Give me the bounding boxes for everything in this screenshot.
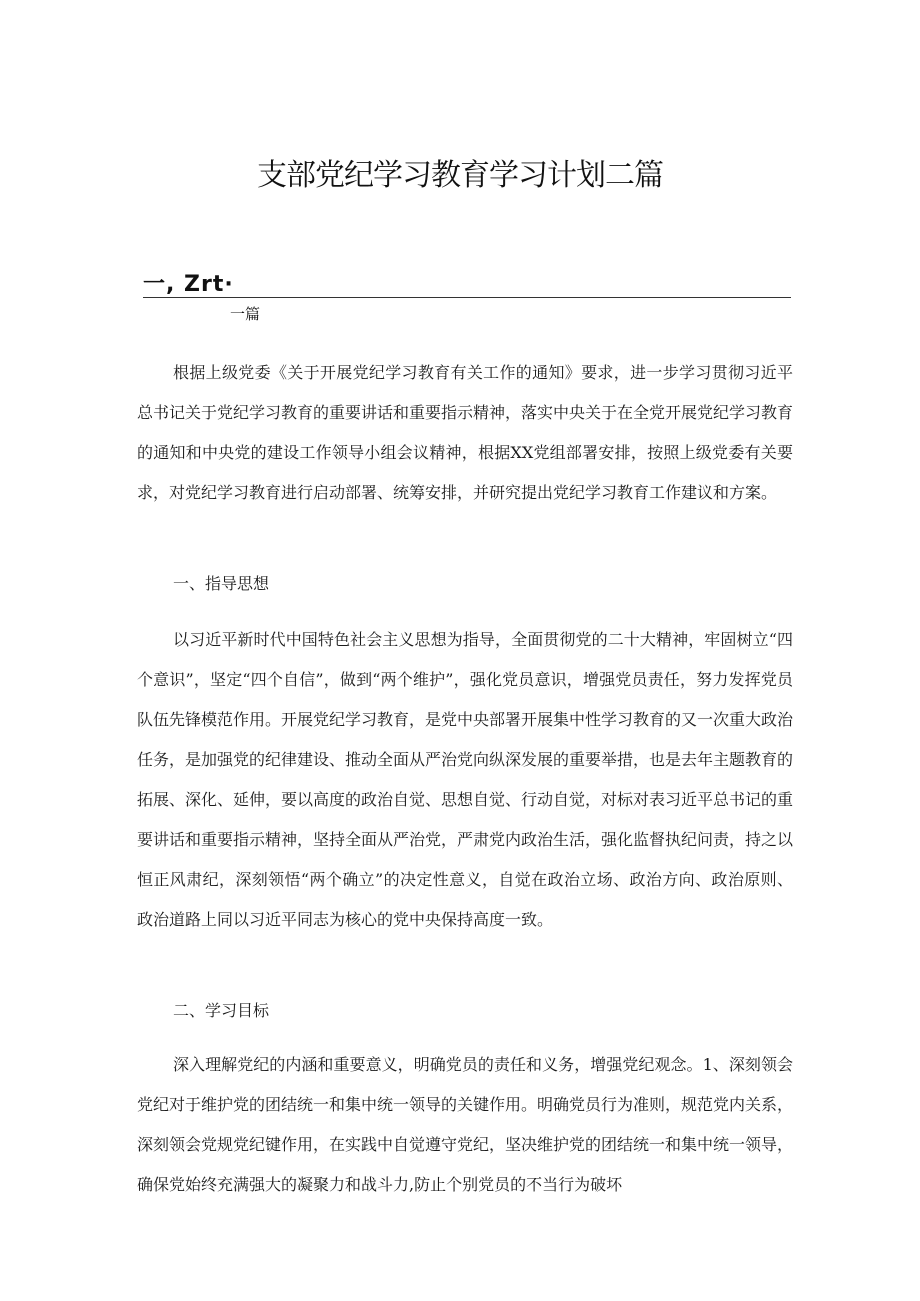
document-title: 支部党纪学习教育学习计划二篇 — [257, 158, 663, 193]
paragraph-learning-goals: 深入理解党纪的内涵和重要意义，明确党员的责任和义务，增强党纪观念。1、深刻领会党纪对于维护党的团结统一和集中统一领导的关键作用。明确党员行为准则，规范党内关系，深刻领会党规党纪键作用，在实践中自觉遵守党纪，坚决维护党的团结统一和集中统一领导，确保党始终充满强大的凝聚力和战斗力,防止个别党员的不当行为破坏 — [137, 1055, 794, 1194]
heading-learning-goals: 二、学习目标 — [173, 1001, 270, 1020]
sub-section-mark: 一篇 — [230, 305, 261, 323]
heading-guiding-ideology: 一、指导思想 — [173, 574, 270, 593]
section-mark: 一, Zrt· — [143, 272, 234, 297]
paragraph-guiding-ideology: 以习近平新时代中国特色社会主义思想为指导，全面贯彻党的二十大精神，牢固树立“四个意识”，坚定“四个自信”，做到“两个维护”，强化党员意识，增强党员责任，努力发挥党员队伍先锋模范作用。开展党纪学习教育，是党中央部署开展集中性学习教育的又一次重大政治任务，是加强党的纪律建设、推动全面从严治党向纵深发展的重要举措，也是去年主题教育的拓展、深化、延伸，要以高度的政治自觉、思想自觉、行动自觉，对标对表习近平总书记的重要讲话和重要指示精神，坚持全面从严治党，严肃党内政治生活，强化监督执纪问责，持之以恒正风肃纪，深刻领悟“两个确立”的决定性意义，自觉在政治立场、政治方向、政治原则、政治道路上同以习近平同志为核心的党中央保持高度一致。 — [137, 630, 794, 929]
paragraph-intro: 根据上级党委《关于开展党纪学习教育有关工作的通知》要求，进一步学习贯彻习近平总书记关于党纪学习教育的重要讲话和重要指示精神，落实中央关于在全党开展党纪学习教育的通知和中央党的建设工作领导小组会议精神，根据XX党组部署安排，按照上级党委有关要求，对党纪学习教育进行启动部署、统筹安排，并研究提出党纪学习教育工作建议和方案。 — [137, 363, 794, 502]
section-header-rule — [143, 272, 791, 298]
